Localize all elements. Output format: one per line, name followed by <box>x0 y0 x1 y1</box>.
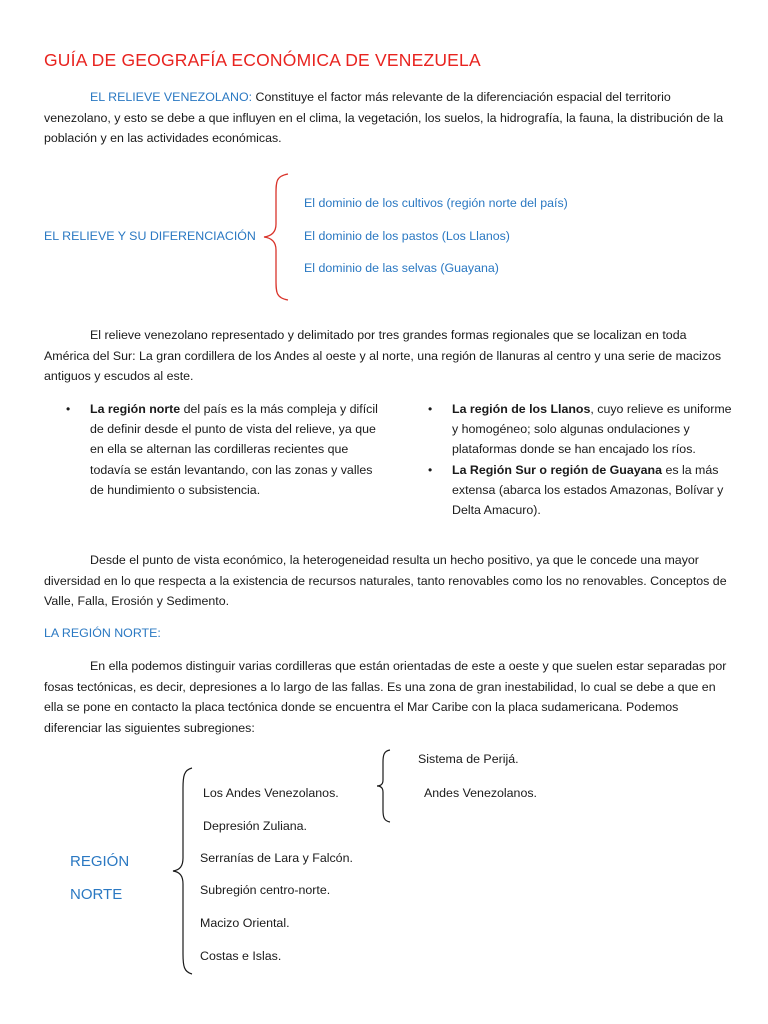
economico-paragraph <box>44 550 734 612</box>
diferenciacion-item: El dominio de los cultivos (región norte del país) <box>304 196 568 210</box>
bullet-text: , cuyo relieve es uniforme y homogéneo; solo algunas ondulaciones y plataformas donde se han encajado los ríos. <box>452 402 732 457</box>
subregion-item: Los Andes Venezolanos. <box>203 786 339 800</box>
subregion-item: Subregión centro-norte. <box>200 883 331 897</box>
bullet-text: es la más extensa (abarca los estados Amazonas, Bolívar y Delta Amacuro). <box>452 462 724 518</box>
intro-label: EL RELIEVE VENEZOLANO: <box>90 90 253 104</box>
subregion-item: Costas e Islas. <box>200 949 282 963</box>
diferenciacion-brace-icon <box>262 172 292 302</box>
region-norte-paragraph <box>44 656 734 738</box>
intro-paragraph <box>44 87 734 149</box>
region-norte-paragraph-text: En ella podemos distinguir varias cordilleras que están orientadas de este a oeste y que suelen estar separadas por fosas tectónicas, es decir, depresiones a lo largo de las fallas. Es una zona de gran inestabilidad, lo cual se debe a que en ella se pone en contacto la placa tectónica donde se encuentra el Mar Caribe con la placa sudamericana. Podemos diferenciar las siguientes subregiones: <box>44 659 727 735</box>
region-norte-brace-icon <box>170 766 196 976</box>
relieve-paragraph <box>44 325 734 387</box>
list-item <box>406 399 736 460</box>
document-title: GUÍA DE GEOGRAFÍA ECONÓMICA DE VENEZUELA <box>44 50 481 70</box>
subregion-item: Macizo Oriental. <box>200 916 290 930</box>
bullets-left <box>44 399 380 500</box>
intro-text: Constituye el factor más relevante de la diferenciación espacial del territorio venezolano, y esto se debe a que influyen en el clima, la vegetación, los suelos, la hidrografía, la fauna, la distribución de la población y en las actividades económicas. <box>44 90 724 146</box>
region-norte-heading: LA REGIÓN NORTE: <box>44 626 161 640</box>
relieve-paragraph-text: El relieve venezolano representado y delimitado por tres grandes formas regionales que se localizan en toda América del Sur: La gran cordillera de los Andes al oeste y al norte, una región de llanuras al centro y una serie de macizos antiguos y escudos al este. <box>44 328 722 384</box>
bullet-bold: La región norte <box>90 402 181 416</box>
andes-sub-item: Andes Venezolanos. <box>424 786 537 800</box>
subregion-item: Serranías de Lara y Falcón. <box>200 851 353 865</box>
diferenciacion-label: EL RELIEVE Y SU DIFERENCIACIÓN <box>44 229 256 243</box>
list-item <box>406 460 736 521</box>
region-norte-label-line1: REGIÓN <box>70 853 130 870</box>
bullet-bold: La Región Sur o región de Guayana <box>452 462 662 477</box>
region-norte-label-line2: NORTE <box>70 886 123 903</box>
diferenciacion-item: El dominio de las selvas (Guayana) <box>304 261 499 275</box>
diferenciacion-item: El dominio de los pastos (Los Llanos) <box>304 229 510 243</box>
bullet-bold: La región de los Llanos <box>452 402 591 416</box>
andes-brace-icon <box>374 748 396 824</box>
andes-sub-item: Sistema de Perijá. <box>418 752 519 766</box>
bullet-text: del país es la más compleja y difícil de definir desde el punto de vista del relieve, ya que en ella se alternan las cordilleras recientes que todavía se están levantando, con las zonas y valles de hundimiento o subsistencia. <box>90 402 378 497</box>
economico-paragraph-text: Desde el punto de vista económico, la heterogeneidad resulta un hecho positivo, ya que le concede una mayor diversidad en lo que respecta a la existencia de recursos naturales, tanto renovables como los no renovables. Conceptos de Valle, Falla, Erosión y Sedimento. <box>44 553 727 609</box>
subregion-item: Depresión Zuliana. <box>203 819 308 833</box>
bullets-right <box>406 399 736 520</box>
list-item <box>44 399 380 500</box>
